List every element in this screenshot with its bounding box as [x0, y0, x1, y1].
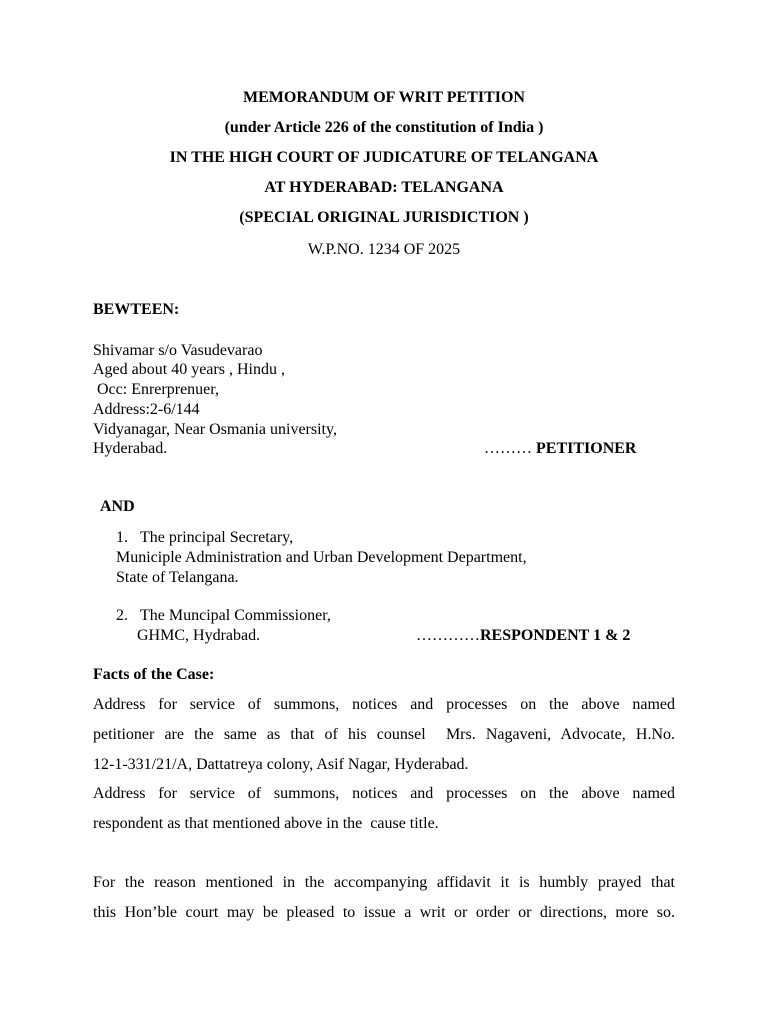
- facts-paragraph-3-line-1: For the reason mentioned in the accompanying affidavit it is humbly prayed that: [93, 874, 675, 891]
- respondent-role-label: RESPONDENT 1 & 2: [480, 627, 631, 644]
- petitioner-dots: ………: [484, 440, 532, 457]
- petitioner-role-label: PETITIONER: [536, 440, 637, 457]
- facts-heading: Facts of the Case:: [93, 666, 215, 683]
- petitioner-city: Hyderabad.: [93, 440, 168, 457]
- case-number: W.P.NO. 1234 OF 2025: [307, 241, 461, 258]
- respondent-2-line-2: GHMC, Hydrabad.: [137, 627, 261, 644]
- respondent-1-number: 1.: [116, 529, 128, 546]
- jurisdiction: (SPECIAL ORIGINAL JURISDICTION ): [239, 209, 529, 226]
- petitioner-address-line-2: Vidyanagar, Near Osmania university,: [93, 421, 337, 438]
- facts-paragraph-1-line-2: petitioner are the same as that of his counsel Mrs. Nagaveni, Advocate, H.No.: [93, 726, 675, 743]
- document-subtitle: (under Article 226 of the constitution of India ): [224, 119, 544, 136]
- court-name: IN THE HIGH COURT OF JUDICATURE OF TELANGANA: [169, 149, 599, 166]
- respondent-2-number: 2.: [116, 607, 128, 624]
- petitioner-occupation: Occ: Enrerprenuer,: [93, 381, 219, 398]
- court-place: AT HYDERABAD: TELANGANA: [264, 179, 504, 196]
- facts-paragraph-1-line-3: 12-1-331/21/A, Dattatreya colony, Asif Nagar, Hyderabad.: [93, 756, 469, 773]
- petitioner-age: Aged about 40 years , Hindu ,: [93, 361, 285, 378]
- and-label: AND: [100, 498, 135, 515]
- petitioner-address-line-1: Address:2-6/144: [93, 401, 200, 418]
- respondent-dots: …………: [416, 627, 480, 644]
- respondent-1-line-1: The principal Secretary,: [140, 529, 294, 546]
- facts-paragraph-2-line-1: Address for service of summons, notices and processes on the above named: [93, 785, 675, 802]
- facts-paragraph-2-line-2: respondent as that mentioned above in the cause title.: [93, 815, 439, 832]
- between-label: BEWTEEN:: [93, 301, 180, 318]
- respondent-role: [416, 626, 630, 646]
- respondent-2-line-1: The Muncipal Commissioner,: [140, 607, 331, 624]
- respondent-1-line-2: Municiple Administration and Urban Development Department,: [116, 549, 527, 566]
- facts-paragraph-1-line-1: Address for service of summons, notices and processes on the above named: [93, 696, 675, 713]
- facts-paragraph-3-line-2: this Hon’ble court may be pleased to issue a writ or order or directions, more so.: [93, 904, 675, 921]
- document-title: MEMORANDUM OF WRIT PETITION: [243, 89, 525, 106]
- respondent-1-line-3: State of Telangana.: [116, 569, 239, 586]
- petitioner-role: [484, 439, 636, 459]
- petitioner-name: Shivamar s/o Vasudevarao: [93, 342, 263, 359]
